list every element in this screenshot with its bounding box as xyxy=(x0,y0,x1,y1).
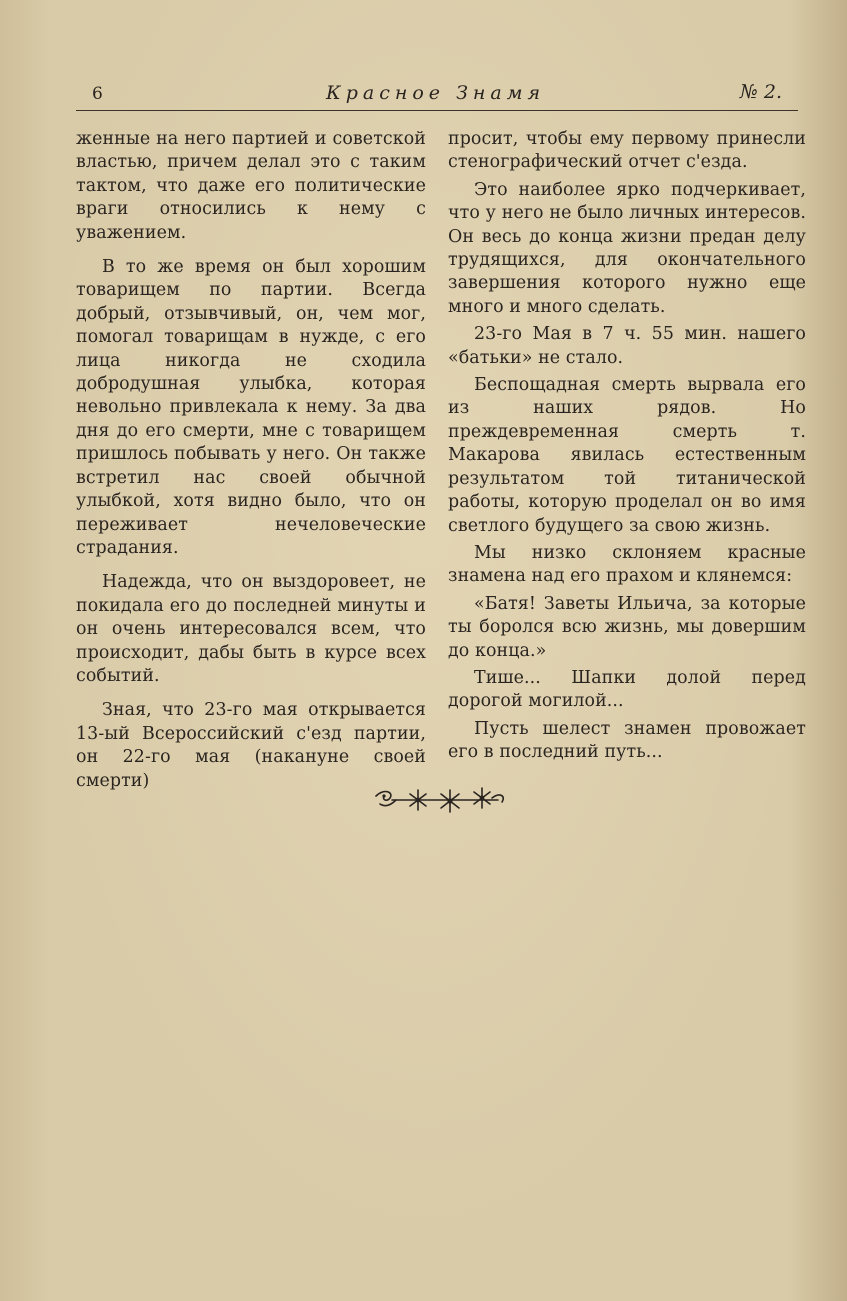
paragraph: просит, чтобы ему первому принесли стенографический отчет с'езда. xyxy=(448,129,806,173)
paragraph: Пусть шелест знамен провожает его в последний путь... xyxy=(448,718,806,763)
issue-number: № 2. xyxy=(739,81,782,103)
header-rule xyxy=(76,110,798,111)
paragraph: «Батя! Заветы Ильича, за которые ты боролся всю жизнь, мы довершим до конца.» xyxy=(448,593,806,661)
paragraph: Беспощадная смерть вырвала его из наших рядов. Но преждевременная смерть т. Макарова явилась естественным результатом той титанической работы, которую проделал он во имя светлого будущего за свою жизнь. xyxy=(448,375,806,536)
paragraph: Это наиболее ярко подчеркивает, что у него не было личных интересов. Он весь до конца жизни предан делу трудящихся, для окончательного завершения которого нужно еще много и много сделать. xyxy=(448,179,806,317)
paragraph: Мы низко склоняем красные знамена над его прахом и клянемся: xyxy=(448,542,806,587)
floral-divider-icon xyxy=(370,782,510,822)
paragraph: женные на него партией и советской властью, причем делал это с таким тактом, что даже его политические враги относились к нему с уважением. xyxy=(76,129,426,243)
paragraph: 23-го Мая в 7 ч. 55 мин. нашего «батьки» не стало. xyxy=(448,324,806,368)
left-column xyxy=(76,128,426,804)
page-number: 6 xyxy=(92,84,103,104)
paragraph: В то же время он был хорошим товарищем по партии. Всегда добрый, отзывчивый, он, чем мог, помогал товарищам в нужде, с его лица никогда не сходила добродушная улыбка, которая невольно привлекала к нему. За два дня до его смерти, мне с товарищем пришлось побывать у него. Он также встретил нас своей обычной улыбкой, хотя видно было, что он переживает нечеловеческие страдания. xyxy=(76,257,426,558)
paragraph: Надежда, что он выздоровеет, не покидала его до последней минуты и он очень интересовался всем, что происходит, дабы быть в курсе всех событий. xyxy=(76,572,426,686)
paragraph: Зная, что 23-го мая открывается 13-ый Всероссийский с'езд партии, он 22-го мая (накануне своей смерти) xyxy=(76,700,426,791)
page-header xyxy=(88,80,788,110)
right-column xyxy=(448,128,806,769)
journal-title: Красное Знамя xyxy=(326,82,546,104)
paragraph: Тише... Шапки долой перед дорогой могилой... xyxy=(448,667,806,712)
